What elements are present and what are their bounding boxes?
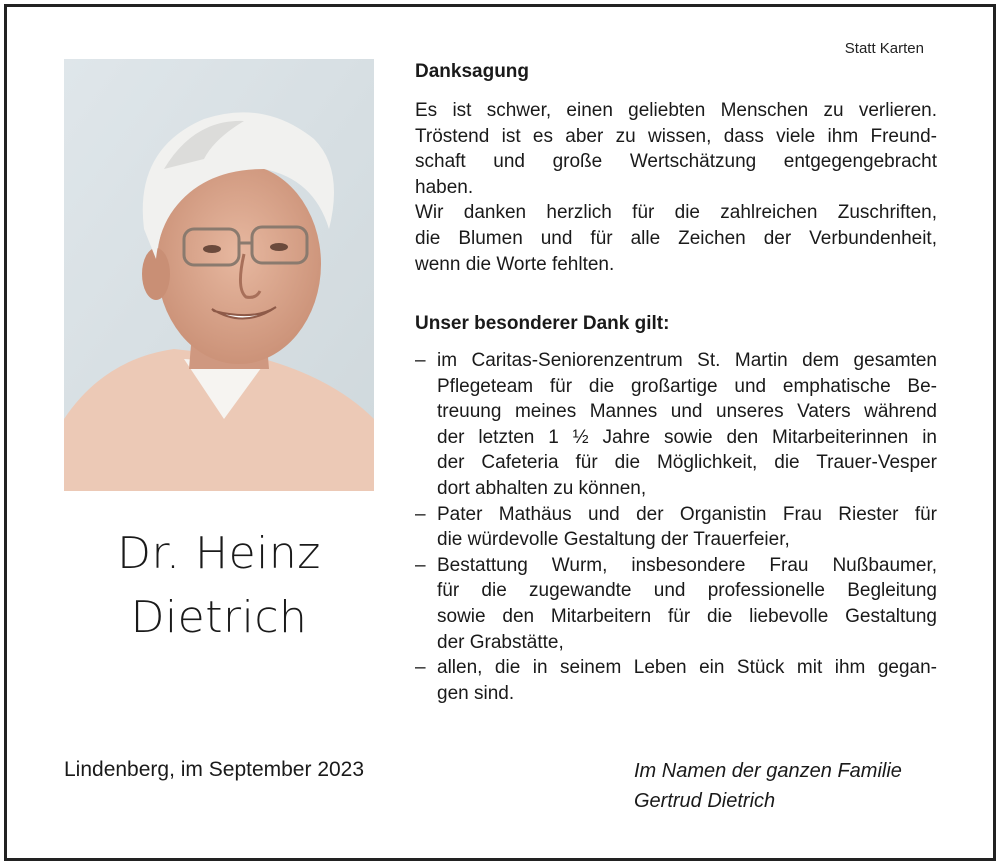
- list-dash: –: [415, 350, 426, 371]
- place-and-date: Lindenberg, im September 2023: [64, 758, 365, 781]
- list-line: für die zugewandte und professionelle Begleitung: [437, 580, 937, 602]
- signer-name: Gertrud Dietrich: [634, 790, 776, 812]
- notice-title: Danksagung: [415, 61, 530, 82]
- intro-line: schaft und große Wertschätzung entgegengebracht: [415, 151, 937, 173]
- list-line: der Grabstätte,: [437, 631, 564, 653]
- intro-paragraph: [415, 98, 937, 277]
- deceased-last-name: Dietrich: [130, 592, 308, 643]
- intro-line: haben.: [415, 176, 474, 198]
- intro-line: Es ist schwer, einen geliebten Menschen zu verlieren.: [415, 100, 937, 121]
- list-dash: –: [415, 554, 426, 576]
- list-line: gen sind.: [437, 682, 515, 704]
- list-line: der letzten 1 ½ Jahre sowie den Mitarbeiterinnen in: [437, 426, 937, 448]
- closing-line: Im Namen der ganzen Familie: [634, 760, 902, 782]
- list-line: – allen, die in seinem Leben ein Stück mit ihm gegan-: [415, 655, 937, 681]
- list-line: – Bestattung Wurm, insbesondere Frau Nußbaumer,: [415, 553, 937, 579]
- intro-line: Wir danken herzlich für die zahlreichen Zuschriften,: [415, 202, 937, 224]
- list-line: dort abhalten zu können,: [437, 477, 647, 499]
- list-line: treuung meines Mannes und unseres Vaters während: [437, 401, 937, 423]
- list-line: der Cafeteria für die Möglichkeit, die Trauer-Vesper: [437, 452, 937, 474]
- portrait-photo: [64, 59, 374, 491]
- intro-line: die Blumen und für alle Zeichen der Verbundenheit,: [415, 227, 937, 249]
- thanks-list: [415, 348, 937, 706]
- list-line: – im Caritas-Seniorenzentrum St. Martin dem gesamten: [415, 348, 937, 374]
- list-line: Pflegeteam für die großartige und emphatische Be-: [437, 375, 937, 397]
- deceased-first-name: Dr. Heinz: [117, 528, 321, 579]
- list-line: sowie den Mitarbeitern für die liebevolle Gestaltung: [437, 605, 937, 627]
- special-thanks-heading: Unser besonderer Dank gilt:: [415, 313, 670, 334]
- intro-line: wenn die Worte fehlten.: [415, 253, 615, 275]
- intro-line: Tröstend ist es aber zu wissen, dass viele ihm Freund-: [415, 125, 937, 147]
- statt-karten-label: Statt Karten: [844, 40, 924, 57]
- list-dash: –: [415, 503, 426, 525]
- list-dash: –: [415, 657, 426, 679]
- list-line: – Pater Mathäus und der Organistin Frau Riester für: [415, 502, 937, 528]
- list-line: die würdevolle Gestaltung der Trauerfeier,: [437, 529, 790, 551]
